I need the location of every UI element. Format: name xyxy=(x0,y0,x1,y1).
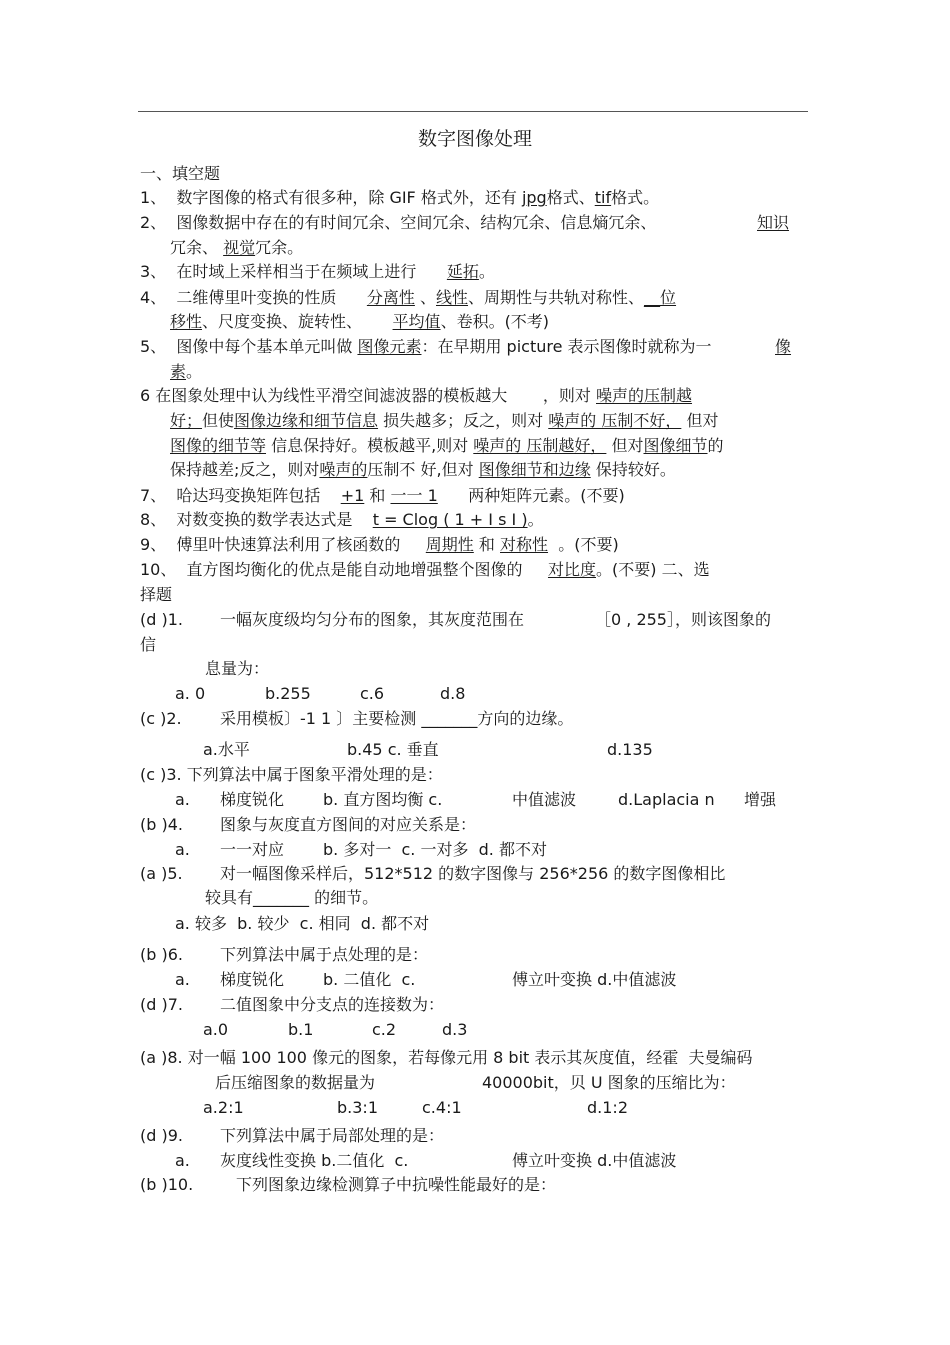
c4-answer: (b )4. xyxy=(140,815,183,834)
c9-answer: (d )9. xyxy=(140,1126,183,1145)
c8-option-a: a.2:1 xyxy=(203,1098,244,1117)
c5-answer: (a )5. xyxy=(140,864,183,883)
c3-question: (c )3. 下列算法中属于图象平滑处理的是： xyxy=(140,765,443,784)
c7-option-a: a.0 xyxy=(203,1020,229,1039)
c3-option-d: d.Laplacia n xyxy=(618,790,715,809)
q6-line-1: 6 在图象处理中认为线性平滑空间滤波器的模板越大 ，则对 噪声的压制越 xyxy=(140,386,693,405)
c2-answer: (c )2. xyxy=(140,709,182,728)
c7-option-c: c.2 xyxy=(372,1020,397,1039)
c4-option-bcd: b. 多对一 c. 一对多 d. 都不对 xyxy=(323,840,547,859)
c5-options: a. 较多 b. 较少 c. 相同 d. 都不对 xyxy=(175,914,430,933)
c6-question: 下列算法中属于点处理的是： xyxy=(220,945,429,964)
c1-option-b: b.255 xyxy=(265,684,311,703)
q5-answer-part: 像 xyxy=(775,337,792,356)
c9-question: 下列算法中属于局部处理的是： xyxy=(220,1126,445,1145)
c2-option-bc: b.45 c. 垂直 xyxy=(347,740,439,759)
c3-option-d-text: 增强 xyxy=(744,790,777,809)
q2-line: 2、 图像数据中存在的有时间冗余、空间冗余、结构冗余、信息熵冗余、 xyxy=(140,213,657,232)
c1-cont: 信 xyxy=(140,635,157,654)
c1-answer: (d )1. xyxy=(140,610,183,629)
c8-option-c: c.4:1 xyxy=(422,1098,462,1117)
q6-line-2: 好；但使图像边缘和细节信息 损失越多；反之，则对 噪声的 压制不好， 但对 xyxy=(170,411,719,430)
c7-answer: (d )7. xyxy=(140,995,183,1014)
c1-question: 一幅灰度级均匀分布的图象，其灰度范围在 xyxy=(220,610,525,629)
q3-line: 3、 在时域上采样相当于在频域上进行 延拓。 xyxy=(140,262,495,281)
c9-option-ab-text: 灰度线性变换 b.二值化 c. xyxy=(220,1151,409,1170)
c3-option-c-text: 中值滤波 xyxy=(512,790,577,809)
q4-line: 4、 二维傅里叶变换的性质 分离性 、线性、周期性与共轨对称性、__位 xyxy=(140,288,677,307)
c6-answer: (b )6. xyxy=(140,945,183,964)
c7-question: 二值图象中分支点的连接数为： xyxy=(220,995,445,1014)
q6-line-4: 保持越差;反之，则对噪声的压制不 好,但对 图像细节和边缘 保持较好。 xyxy=(170,460,676,479)
c1-option-a: a. 0 xyxy=(175,684,206,703)
c9-option-cd-text: 傅立叶变换 d.中值滤波 xyxy=(512,1151,677,1170)
c6-option-bc: b. 二值化 c. xyxy=(323,970,416,989)
c3-option-a: a. xyxy=(175,790,190,809)
q5-line-2: 素。 xyxy=(170,362,203,381)
c5-question: 对一幅图像采样后，512*512 的数字图像与 256*256 的数字图像相比 xyxy=(220,864,726,883)
c2-option-d: d.135 xyxy=(607,740,653,759)
q9-line: 9、 傅里叶快速算法利用了核函数的 周期性 和 对称性 。(不要) xyxy=(140,535,619,554)
q7-line: 7、 哈达玛变换矩阵包括 +1 和 一一 1 两种矩阵元素。(不要) xyxy=(140,486,625,505)
section-choice: 择题 xyxy=(140,585,173,604)
q1-line: 1、 数字图像的格式有很多种，除 GIF 格式外，还有 jpg格式、tif格式。 xyxy=(140,188,660,207)
q10-line: 10、 直方图均衡化的优点是能自动地增强整个图像的 对比度。(不要) 二、选 xyxy=(140,560,710,579)
q8-line: 8、 对数变换的数学表达式是 t = Clog ( 1 + I s I )。 xyxy=(140,510,544,529)
q5-line: 5、 图像中每个基本单元叫做 图像元素：在早期用 picture 表示图像时就称为一 xyxy=(140,337,712,356)
q2-line-2: 冗余、 视觉冗余。 xyxy=(170,238,304,257)
q4-line-2: 移性、尺度变换、旋转性、 平均值、卷积。(不考) xyxy=(170,312,550,331)
c4-option-a-text: 一一对应 xyxy=(220,840,285,859)
c10-answer: (b )10. xyxy=(140,1175,194,1194)
c7-option-d: d.3 xyxy=(442,1020,468,1039)
c2-question: 采用模板〕-1 1 〕主要检测 _______方向的边缘。 xyxy=(220,709,574,728)
c4-question: 图象与灰度直方图间的对应关系是： xyxy=(220,815,477,834)
header-rule xyxy=(138,111,808,112)
c3-option-bc: b. 直方图均衡 c. xyxy=(323,790,443,809)
c4-option-a: a. xyxy=(175,840,190,859)
c1-option-c: c.6 xyxy=(360,684,385,703)
q6-line-3: 图像的细节等 信息保持好。模板越平,则对 噪声的 压制越好， 但对图像细节的 xyxy=(170,436,724,455)
c3-option-a-text: 梯度锐化 xyxy=(220,790,285,809)
c5-cont: 较具有_______ 的细节。 xyxy=(205,888,379,907)
c9-option-a: a. xyxy=(175,1151,190,1170)
c8-cont: 后压缩图象的数据量为 xyxy=(215,1073,376,1092)
q2-answer-1: 知识 xyxy=(757,213,790,232)
c8-question: (a )8. 对一幅 100 100 像元的图象，若每像元用 8 bit 表示其灰度值，经霍 夫曼编码 xyxy=(140,1048,753,1067)
c8-option-d: d.1:2 xyxy=(587,1098,628,1117)
c1-range: ［0 , 255］，则该图象的 xyxy=(595,610,771,629)
section-fill-in: 一、填空题 xyxy=(140,164,221,183)
c1-option-d: d.8 xyxy=(440,684,466,703)
c7-option-b: b.1 xyxy=(288,1020,314,1039)
c1-cont-2: 息量为： xyxy=(205,659,270,678)
c6-option-a: a. xyxy=(175,970,190,989)
c6-option-cd-text: 傅立叶变换 d.中值滤波 xyxy=(512,970,677,989)
c2-option-a: a.水平 xyxy=(203,740,250,759)
c8-value: 40000bit，贝 U 图象的压缩比为： xyxy=(482,1073,736,1092)
c10-question: 下列图象边缘检测算子中抗噪性能最好的是： xyxy=(236,1175,557,1194)
page-title: 数字图像处理 xyxy=(417,128,532,150)
c6-option-a-text: 梯度锐化 xyxy=(220,970,285,989)
c8-option-b: b.3:1 xyxy=(337,1098,378,1117)
